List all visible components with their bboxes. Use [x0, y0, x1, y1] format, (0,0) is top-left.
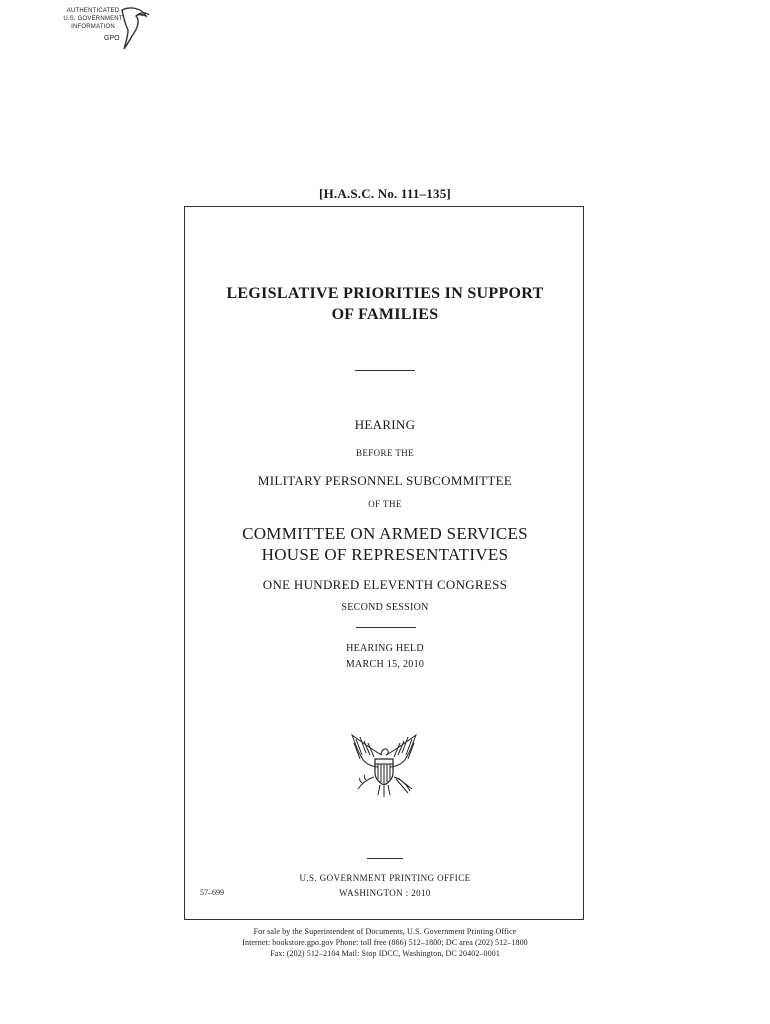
logo-line-government: U.S. GOVERNMENT: [63, 16, 123, 22]
printing-office-divider: [367, 858, 403, 859]
committee-line-2: HOUSE OF REPRESENTATIVES: [261, 545, 509, 564]
session-divider: [356, 627, 416, 628]
eagle-logo-icon: [116, 6, 152, 50]
congress-label: ONE HUNDRED ELEVENTH CONGRESS: [262, 577, 508, 592]
washington-year: WASHINGTON : 2010: [339, 888, 431, 898]
title-divider: [355, 370, 415, 371]
hearing-held-block: [184, 641, 586, 673]
hasc-number: [H.A.S.C. No. 111–135]: [319, 186, 451, 201]
gpo-authenticated-logo: [60, 6, 152, 50]
subcommittee-name: MILITARY PERSONNEL SUBCOMMITTEE: [257, 473, 513, 488]
title-line-1: LEGISLATIVE PRIORITIES IN SUPPORT: [226, 285, 544, 302]
logo-line-information: INFORMATION: [71, 24, 115, 30]
printing-office-label: U.S. GOVERNMENT PRINTING OFFICE: [299, 873, 471, 883]
sale-line-3: Fax: (202) 512–2104 Mail: Stop IDCC, Washington, DC 20402–0001: [270, 949, 500, 958]
hearing-label: HEARING: [354, 417, 416, 432]
logo-gpo: GPO: [104, 35, 120, 42]
session-label: SECOND SESSION: [341, 602, 429, 613]
logo-line-authenticated: AUTHENTICATED: [66, 8, 120, 14]
sale-line-2: Internet: bookstore.gpo.gov Phone: toll free (866) 512–1800; DC area (202) 512–1800: [242, 938, 528, 947]
committee-name: [184, 523, 586, 565]
document-number: 57–699: [200, 888, 224, 897]
hearing-date: MARCH 15, 2010: [345, 659, 425, 670]
title-line-2: OF FAMILIES: [331, 306, 439, 323]
sale-line-1: For sale by the Superintendent of Documents, U.S. Government Printing Office: [253, 927, 517, 936]
hearing-title: [184, 283, 586, 325]
sale-information: [0, 926, 770, 959]
eagle-seal-icon: [348, 733, 420, 799]
of-the-label: OF THE: [368, 499, 402, 509]
committee-line-1: COMMITTEE ON ARMED SERVICES: [242, 524, 528, 543]
before-the-label: BEFORE THE: [355, 448, 415, 458]
hearing-held-label: HEARING HELD: [346, 643, 424, 654]
